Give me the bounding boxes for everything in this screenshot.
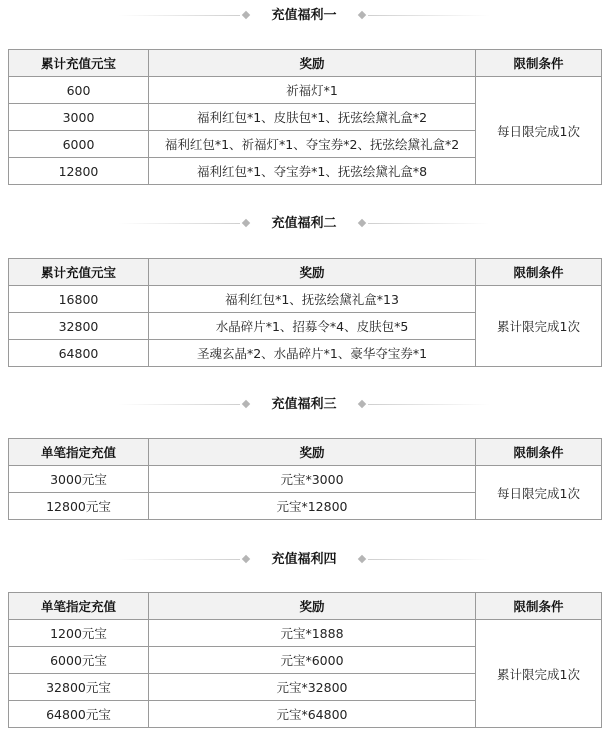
header-limit: 限制条件	[476, 439, 602, 466]
amount-cell: 32800	[9, 313, 149, 340]
table-header-row	[9, 50, 602, 77]
header-limit: 限制条件	[476, 50, 602, 77]
section-1-table	[8, 49, 602, 185]
section-1-title	[0, 5, 609, 27]
table-header-row	[9, 593, 602, 620]
section-2-title	[0, 213, 609, 235]
section-3-table	[8, 438, 602, 520]
header-limit: 限制条件	[476, 259, 602, 286]
section-3-title-text: 充值福利三	[271, 397, 337, 412]
amount-cell: 16800	[9, 286, 149, 313]
reward-cell: 圣魂玄晶*2、水晶碎片*1、豪华夺宝券*1	[149, 340, 476, 367]
diamond-icon	[242, 400, 250, 408]
diamond-icon	[358, 555, 366, 563]
divider-line	[118, 559, 240, 560]
diamond-icon	[242, 219, 250, 227]
amount-cell: 12800	[9, 158, 149, 185]
divider-line	[368, 15, 490, 16]
diamond-icon	[242, 555, 250, 563]
limit-cell: 每日限完成1次	[476, 77, 602, 185]
reward-cell: 福利红包*1、皮肤包*1、抚弦绘黛礼盒*2	[149, 104, 476, 131]
amount-cell: 6000元宝	[9, 647, 149, 674]
diamond-icon	[358, 219, 366, 227]
divider-line	[118, 404, 240, 405]
table-header-row	[9, 259, 602, 286]
reward-cell: 福利红包*1、祈福灯*1、夺宝券*2、抚弦绘黛礼盒*2	[149, 131, 476, 158]
section-4-table	[8, 592, 602, 728]
divider-line	[118, 223, 240, 224]
section-2-table	[8, 258, 602, 367]
header-amount: 累计充值元宝	[9, 50, 149, 77]
table-row	[9, 286, 602, 313]
diamond-icon	[358, 11, 366, 19]
section-1-title-text: 充值福利一	[271, 8, 337, 23]
limit-cell: 累计限完成1次	[476, 620, 602, 728]
amount-cell: 64800	[9, 340, 149, 367]
reward-cell: 福利红包*1、夺宝券*1、抚弦绘黛礼盒*8	[149, 158, 476, 185]
divider-line	[368, 404, 490, 405]
amount-cell: 1200元宝	[9, 620, 149, 647]
amount-cell: 3000	[9, 104, 149, 131]
header-amount: 单笔指定充值	[9, 593, 149, 620]
reward-cell: 元宝*1888	[149, 620, 476, 647]
reward-cell: 祈福灯*1	[149, 77, 476, 104]
header-amount: 累计充值元宝	[9, 259, 149, 286]
limit-cell: 累计限完成1次	[476, 286, 602, 367]
amount-cell: 32800元宝	[9, 674, 149, 701]
amount-cell: 600	[9, 77, 149, 104]
header-amount: 单笔指定充值	[9, 439, 149, 466]
reward-cell: 元宝*32800	[149, 674, 476, 701]
limit-cell: 每日限完成1次	[476, 466, 602, 520]
section-2-title-text: 充值福利二	[271, 216, 337, 231]
table-row	[9, 620, 602, 647]
section-4-title-text: 充值福利四	[271, 552, 337, 567]
divider-line	[368, 223, 490, 224]
table-header-row	[9, 439, 602, 466]
amount-cell: 64800元宝	[9, 701, 149, 728]
table-row	[9, 77, 602, 104]
reward-cell: 元宝*6000	[149, 647, 476, 674]
section-3-title	[0, 394, 609, 416]
reward-cell: 福利红包*1、抚弦绘黛礼盒*13	[149, 286, 476, 313]
amount-cell: 12800元宝	[9, 493, 149, 520]
header-reward: 奖励	[149, 50, 476, 77]
header-reward: 奖励	[149, 439, 476, 466]
header-reward: 奖励	[149, 259, 476, 286]
reward-cell: 元宝*12800	[149, 493, 476, 520]
header-reward: 奖励	[149, 593, 476, 620]
table-row	[9, 466, 602, 493]
diamond-icon	[358, 400, 366, 408]
section-4-title	[0, 549, 609, 571]
amount-cell: 3000元宝	[9, 466, 149, 493]
reward-cell: 水晶碎片*1、招募令*4、皮肤包*5	[149, 313, 476, 340]
divider-line	[118, 15, 240, 16]
reward-cell: 元宝*64800	[149, 701, 476, 728]
amount-cell: 6000	[9, 131, 149, 158]
divider-line	[368, 559, 490, 560]
diamond-icon	[242, 11, 250, 19]
header-limit: 限制条件	[476, 593, 602, 620]
reward-cell: 元宝*3000	[149, 466, 476, 493]
